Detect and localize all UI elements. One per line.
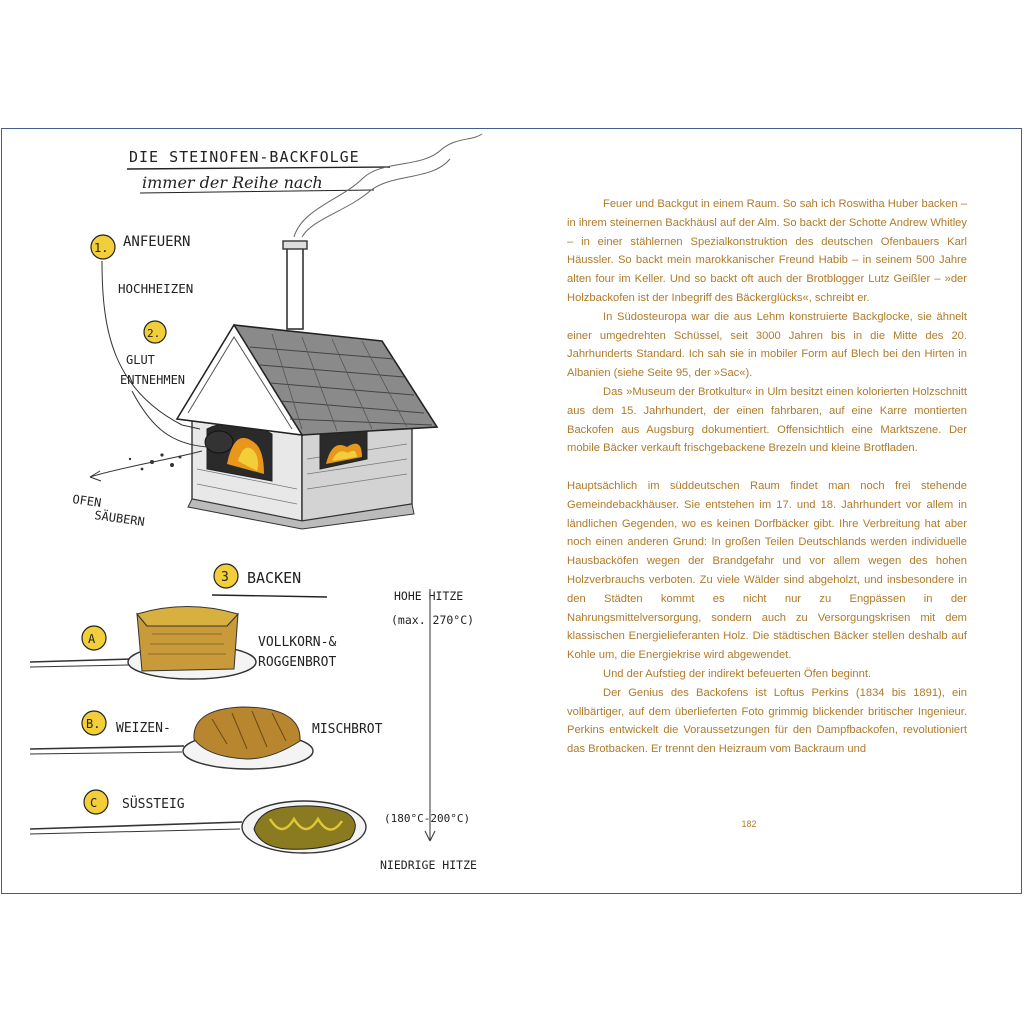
- paragraph-3: Das »Museum der Brotkultur« in Ulm besitzt einen kolorierten Holzschnitt aus dem 15. Jahrhundert, der einen fahrbaren, auf eine Karre montierten Backofen aus Augsburg dokumentiert. Offensichtlich eine Marktszene. Der mobile Bäcker verkauft frischgebackene Brezeln und kleine Brotfladen.: [567, 385, 967, 455]
- baking-sequence-sketch: [2, 129, 512, 895]
- right-page-text: [512, 129, 1023, 893]
- book-spread: [1, 128, 1022, 894]
- item-c-letter: C: [90, 796, 98, 810]
- clean-oven: [72, 451, 202, 529]
- heat-scale: [380, 589, 477, 872]
- paragraph-1: Feuer und Backgut in einem Raum. So sah ich Roswitha Huber backen – in ihrem steinernen Backhäusl auf der Alm. So backt der Schotte Andrew Whitley – in einer stählernen Spezialkonstruktion des deutschen Ofenbauers Karl Häussler. So backt mein marokkanischer Freund Habib – in seinem 500 Jahre alten four im Keller. Und so backt oft auch der Brotblogger Lutz Geißler – »der Holzbackofen ist der Inbegriff des Bäckerglücks«, schreibt er.: [567, 198, 967, 304]
- step-1-sub: HOCHHEIZEN: [118, 281, 194, 296]
- step-3: [212, 564, 327, 597]
- paragraph-5: Und der Aufstieg der indirekt befeuerten Öfen beginnt.: [603, 667, 872, 680]
- oven-roof: [177, 325, 437, 435]
- step-2-line2: ENTNEHMEN: [120, 373, 186, 387]
- step-3-number: 3: [221, 570, 229, 585]
- item-b-line2: MISCHBROT: [312, 722, 383, 737]
- step-2-number: 2.: [147, 327, 161, 340]
- clean-line1: OFEN: [71, 492, 103, 510]
- paragraph-4: Hauptsächlich im süddeutschen Raum findet man noch frei stehende Gemeindebackhäuser. Sie entstehen im 17. und 18. Jahrhundert vor allem in ländlichen Gegenden, wo es keinen Dorfbäcker gibt. Ihre Verbreitung hat aber noch einen anderen Grund: In großen Teilen Deutschlands werden individuelle Hausbacköfen wegen der Brandgefahr und vor allem wegen des hohen Holzverbrauchs verboten. Zu viele Wälder sind abgeholzt, und insbesondere in den Städten kommt es nicht nur zu Engpässen in der Nahrungsmittelversorgung, sondern auch zu Versorgungskrisen mit dem klassischen Energielieferanten Holz. Die städtischen Bäcker stellen deshalb auf Kohle um, die Energiekrise wird abgewendet.: [567, 479, 967, 662]
- step-1-label: ANFEUERN: [123, 234, 191, 250]
- heat-high-line2: (max. 270°C): [391, 613, 475, 627]
- item-a-rye-bread: [30, 607, 336, 680]
- item-b-line1: WEIZEN-: [116, 721, 171, 736]
- heat-low-label: NIEDRIGE HITZE: [380, 858, 477, 872]
- item-b-wheat-bread: [30, 707, 383, 769]
- step-1-number: 1.: [94, 241, 109, 255]
- left-page-illustration: [2, 129, 512, 893]
- body-text: [567, 195, 967, 759]
- item-a-line1: VOLLKORN-&: [258, 635, 337, 650]
- item-c-line1: SÜSSTEIG: [122, 797, 185, 812]
- paragraph-6: Der Genius des Backofens ist Loftus Perkins (1834 bis 1891), ein vollbärtiger, auf dem überlieferten Foto grimmig blickender britischer Ingenieur. Perkins entwickelt die Voraussetzungen für den Dampfbackofen, revolutioniert das Brotbacken. Er trennt den Heizraum vom Backraum und: [567, 686, 967, 756]
- paragraph-2: In Südosteuropa war die aus Lehm konstruierte Backglocke, sie ähnelt einer umgedrehten Schüssel, seit 3000 Jahren bis in die Mitte des 20. Jahrhunderts Standard. Ich sah sie in mobiler Form auf Blech bei den Hirten in Albanien (siehe Seite 95, der »Sac«).: [567, 310, 967, 380]
- sketch-subtitle: immer der Reihe nach: [142, 173, 323, 192]
- heat-low-temp: (180°C-200°C): [384, 812, 471, 825]
- item-a-line2: ROGGENBROT: [258, 655, 337, 670]
- page-number: 182: [741, 819, 757, 829]
- chimney: [283, 241, 307, 329]
- sketch-title: DIE STEINOFEN-BACKFOLGE: [129, 148, 360, 166]
- item-a-letter: A: [88, 632, 96, 646]
- heat-high-line1: HOHE HITZE: [394, 589, 464, 603]
- clean-line2: SÄUBERN: [93, 508, 146, 530]
- item-b-letter: B.: [86, 717, 101, 731]
- item-c-sweet-dough: [30, 790, 366, 853]
- step-3-label: BACKEN: [247, 569, 302, 587]
- step-2-line1: GLUT: [126, 353, 155, 367]
